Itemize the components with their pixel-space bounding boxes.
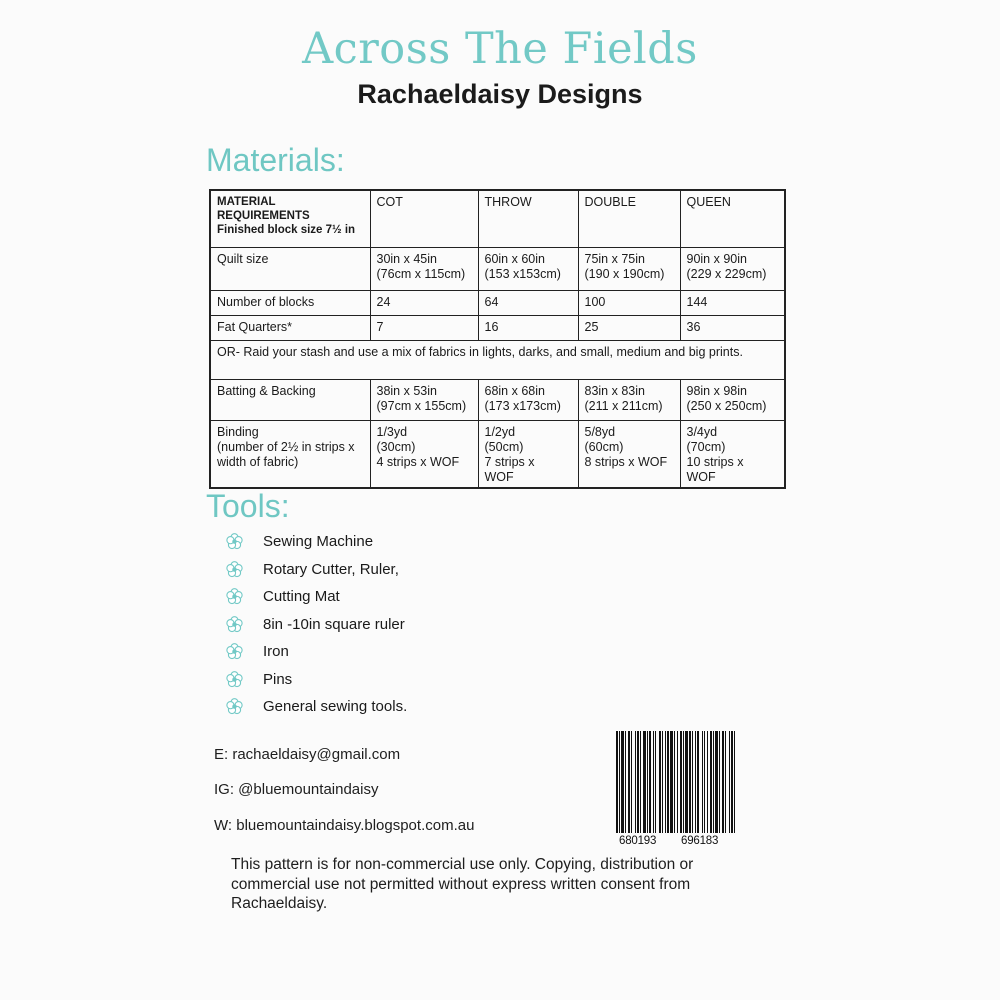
cell-line: (211 x 211cm) (584, 399, 663, 413)
tool-item (226, 666, 407, 694)
table-cell (680, 421, 785, 489)
flower-icon (226, 698, 243, 715)
row-label-cell (210, 291, 370, 316)
size-column-header: THROW (478, 190, 578, 248)
barcode-bars (614, 731, 739, 835)
table-cell (370, 248, 478, 291)
barcode-bar (659, 731, 661, 833)
barcode-bar (722, 731, 724, 833)
barcode-bar (637, 731, 639, 833)
size-column-header: QUEEN (680, 190, 785, 248)
flower-icon (226, 588, 243, 605)
table-cell (578, 316, 680, 341)
cell-line: REQUIREMENTS (217, 210, 310, 222)
flower-icon (226, 643, 243, 660)
table-cell (578, 248, 680, 291)
barcode-bar (731, 731, 733, 833)
contact-website: W: bluemountaindaisy.blogspot.com.au (214, 817, 475, 834)
barcode-bar (685, 731, 688, 833)
cell-line: 90in x 90in (686, 252, 747, 266)
cell-line: 38in x 53in (376, 384, 437, 398)
barcode-bar (667, 731, 669, 833)
quilt-size-row (210, 248, 785, 291)
cell-line: 64 (484, 295, 499, 309)
barcode-bar (692, 731, 693, 833)
table-cell (478, 421, 578, 489)
cell-line: 7 (376, 320, 384, 334)
barcode-bar (704, 731, 705, 833)
flower-icon (226, 533, 243, 550)
cell-line: 8 strips x WOF (584, 455, 668, 469)
binding-row (210, 421, 785, 489)
barcode-bar (649, 731, 651, 833)
cell-line: (190 x 190cm) (584, 267, 665, 281)
cell-line: Finished block size 7½ in (217, 224, 356, 236)
cell-line: WOF (686, 470, 716, 484)
barcode-bar (647, 731, 648, 833)
tools-heading: Tools: (206, 488, 290, 524)
material-requirements-header (210, 190, 370, 248)
fat-quarters-row (210, 316, 785, 341)
flower-icon (226, 671, 243, 688)
cell-line: 16 (484, 320, 499, 334)
cell-line: 7 strips x (484, 455, 535, 469)
cell-line: 1/3yd (376, 425, 408, 439)
cell-line: 25 (584, 320, 599, 334)
cell-line: (50cm) (484, 440, 524, 454)
cell-line: 36 (686, 320, 701, 334)
cell-line: 144 (686, 295, 708, 309)
barcode-bar (621, 731, 624, 833)
cell-line: (97cm x 155cm) (376, 399, 467, 413)
barcode (614, 731, 739, 850)
tools-list (226, 528, 407, 721)
cell-line: 3/4yd (686, 425, 718, 439)
materials-table (209, 189, 786, 489)
contact-email: E: rachaeldaisy@gmail.com (214, 746, 401, 763)
tool-label: Cutting Mat (263, 588, 340, 606)
cell-line: (173 x173cm) (484, 399, 561, 413)
row-label-cell (210, 421, 370, 489)
flower-icon (226, 561, 243, 578)
table-cell (478, 248, 578, 291)
barcode-bar (725, 731, 726, 833)
barcode-bar (670, 731, 673, 833)
cell-line: 83in x 83in (584, 384, 645, 398)
tool-label: Pins (263, 670, 293, 688)
barcode-bar (689, 731, 691, 833)
barcode-left-digits: 680193 (619, 835, 657, 847)
cell-line: 68in x 68in (484, 384, 545, 398)
barcode-bar (653, 731, 654, 833)
cell-line: 24 (376, 295, 391, 309)
cell-line: 5/8yd (584, 425, 616, 439)
cell-line: (30cm) (376, 440, 416, 454)
tool-item (226, 693, 407, 721)
cell-line: (70cm) (686, 440, 726, 454)
barcode-bar (677, 731, 678, 833)
barcode-bar (683, 731, 684, 833)
barcode-bar (729, 731, 730, 833)
barcode-bar (655, 731, 656, 833)
barcode-bar (631, 731, 632, 833)
barcode-bar (616, 731, 618, 833)
table-cell (680, 248, 785, 291)
size-column-header: COT (370, 190, 478, 248)
tool-label: 8in -10in square ruler (263, 615, 405, 633)
table-cell (478, 291, 578, 316)
barcode-bar (628, 731, 630, 833)
table-cell (578, 291, 680, 316)
cell-line: 4 strips x WOF (376, 455, 460, 469)
barcode-bar (734, 731, 735, 833)
barcode-right-digits: 696183 (681, 835, 719, 847)
cell-line: Quilt size (217, 252, 269, 266)
barcode-bar (715, 731, 718, 833)
cell-line: Fat Quarters* (217, 320, 293, 334)
cell-line: width of fabric) (217, 455, 299, 469)
row-label-cell (210, 316, 370, 341)
table-cell (370, 316, 478, 341)
barcode-bar (665, 731, 666, 833)
cell-line: MATERIAL (217, 196, 276, 208)
barcode-bar (635, 731, 636, 833)
row-label-cell (210, 248, 370, 291)
cell-line: Number of blocks (217, 295, 315, 309)
size-column-header: DOUBLE (578, 190, 680, 248)
barcode-bar (625, 731, 626, 833)
table-cell (578, 380, 680, 421)
table-cell (370, 421, 478, 489)
barcode-bar (713, 731, 714, 833)
cell-line: 10 strips x (686, 455, 744, 469)
table-cell (680, 380, 785, 421)
cell-line: 60in x 60in (484, 252, 545, 266)
barcode-bar (695, 731, 696, 833)
barcode-bar (719, 731, 720, 833)
batting-backing-row (210, 380, 785, 421)
table-header-row (210, 190, 785, 248)
cell-line: 30in x 45in (376, 252, 437, 266)
barcode-bar (619, 731, 620, 833)
table-note-cell: OR- Raid your stash and use a mix of fabrics in lights, darks, and small, medium and big prints. (210, 341, 785, 380)
materials-heading: Materials: (206, 142, 345, 178)
barcode-bar (680, 731, 682, 833)
tool-item (226, 556, 407, 584)
tool-item (226, 611, 407, 639)
designer-name: Rachaeldaisy Designs (357, 79, 643, 109)
cell-line: WOF (484, 470, 514, 484)
number-of-blocks-row (210, 291, 785, 316)
cell-line: 75in x 75in (584, 252, 645, 266)
tool-label: General sewing tools. (263, 698, 408, 716)
tool-label: Rotary Cutter, Ruler, (263, 560, 399, 578)
tool-label: Iron (263, 643, 289, 661)
cell-line: (number of 2½ in strips x (217, 440, 355, 454)
stash-note-row (210, 341, 785, 380)
table-cell (680, 316, 785, 341)
table-cell (478, 380, 578, 421)
flower-icon (226, 616, 243, 633)
table-cell (370, 380, 478, 421)
tool-label: Sewing Machine (263, 533, 374, 551)
row-label-cell (210, 380, 370, 421)
barcode-bar (702, 731, 703, 833)
table-cell (680, 291, 785, 316)
cell-line: (153 x153cm) (484, 267, 561, 281)
barcode-bar (707, 731, 708, 833)
tool-item (226, 528, 407, 556)
table-cell (370, 291, 478, 316)
table-cell (578, 421, 680, 489)
barcode-bar (662, 731, 663, 833)
cell-line: (60cm) (584, 440, 624, 454)
tool-item (226, 583, 407, 611)
barcode-bar (710, 731, 712, 833)
usage-disclaimer: This pattern is for non-commercial use only. Copying, distribution or commercial use not permitted without express written consent from Rachaeldaisy. (231, 856, 694, 912)
cell-line: 98in x 98in (686, 384, 747, 398)
cell-line: (229 x 229cm) (686, 267, 767, 281)
cell-line: Batting & Backing (217, 384, 316, 398)
barcode-bar (643, 731, 646, 833)
cell-line: (76cm x 115cm) (376, 267, 466, 281)
barcode-bar (674, 731, 675, 833)
table-cell (478, 316, 578, 341)
pattern-title: Across The Fields (302, 24, 698, 74)
contact-instagram: IG: @bluemountaindaisy (214, 781, 379, 798)
cell-line: (250 x 250cm) (686, 399, 767, 413)
tool-item (226, 638, 407, 666)
cell-line: 1/2yd (484, 425, 516, 439)
cell-line: Binding (217, 425, 259, 439)
cell-line: 100 (584, 295, 606, 309)
barcode-bar (640, 731, 641, 833)
barcode-bar (697, 731, 699, 833)
